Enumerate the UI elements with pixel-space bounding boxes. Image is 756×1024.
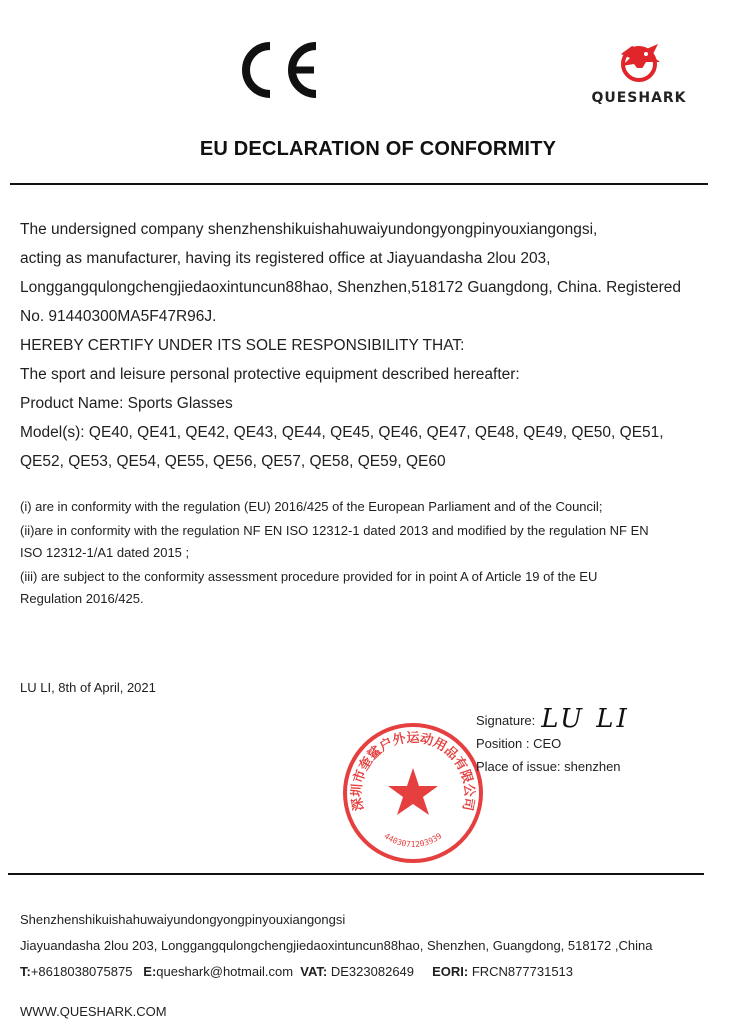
footer-address: Jiayuandasha 2lou 203, Longgangqulongchengjiedaoxintuncun88hao, Shenzhen, Guangdong, 518172 ,China xyxy=(20,938,653,953)
product-name: Product Name: Sports Glasses xyxy=(20,395,233,412)
body-line: The sport and leisure personal protective equipment described hereafter: xyxy=(20,366,520,383)
body-line: The undersigned company shenzhenshikuishahuwaiyundongyongpinyouxiangongsi, xyxy=(20,221,598,238)
star-icon xyxy=(388,768,438,815)
email-label: E: xyxy=(143,964,157,979)
eori-value: FRCN877731513 xyxy=(471,964,574,979)
model-list: QE52, QE53, QE54, QE55, QE56, QE57, QE58, QE59, QE60 xyxy=(20,453,446,470)
header-divider xyxy=(10,183,708,185)
signature-block xyxy=(476,704,630,778)
conformity-terms xyxy=(20,496,720,612)
vat-value: DE323082649 xyxy=(330,964,415,979)
place-date: LU LI, 8th of April, 2021 xyxy=(20,680,156,695)
term-line: (ii)are in conformity with the regulation NF EN ISO 12312-1 dated 2013 and modified by the regulation NF EN xyxy=(20,523,649,538)
place-of-issue: Place of issue: shenzhen xyxy=(476,759,621,774)
svg-text:4403071203939 xyxy=(382,831,443,849)
stamp-ring-text: 深圳市奎鲨户外运动用品有限公司 xyxy=(349,730,477,812)
term-item xyxy=(20,520,720,564)
declaration-body xyxy=(20,215,720,476)
term-line: (iii) are subject to the conformity assessment procedure provided for in point A of Article 19 of the EU xyxy=(20,569,598,584)
body-line: acting as manufacturer, having its registered office at Jiayuandasha 2lou 203, xyxy=(20,250,551,267)
term-line: ISO 12312-1/A1 dated 2015 ; xyxy=(20,545,190,560)
signature-name: LU LI xyxy=(541,704,630,734)
footer-divider xyxy=(8,873,704,875)
company-stamp xyxy=(338,718,488,868)
company-logo xyxy=(574,42,704,114)
body-line: No. 91440300MA5F47R96J. xyxy=(20,308,217,325)
vat-label: VAT: xyxy=(300,964,328,979)
signature-row xyxy=(476,704,630,734)
term-line: Regulation 2016/425. xyxy=(20,591,144,606)
signature-label: Signature: xyxy=(476,713,536,728)
body-line: Longgangqulongchengjiedaoxintuncun88hao, Shenzhen,518172 Guangdong, China. Registered xyxy=(20,279,682,296)
email-value: queshark@hotmail.com xyxy=(156,964,294,979)
term-item: (i) are in conformity with the regulation (EU) 2016/425 of the European Parliament and of the Council; xyxy=(20,499,603,514)
ce-mark-icon xyxy=(236,40,322,100)
document-title: EU DECLARATION OF CONFORMITY xyxy=(199,138,557,160)
position: Position : CEO xyxy=(476,736,562,751)
tel-label: T: xyxy=(20,964,31,979)
tel-value: +8618038075875 xyxy=(30,964,133,979)
model-list: Model(s): QE40, QE41, QE42, QE43, QE44, QE45, QE46, QE47, QE48, QE49, QE50, QE51, xyxy=(20,424,664,441)
footer-company: Shenzhenshikuishahuwaiyundongyongpinyouxiangongsi xyxy=(20,912,346,927)
footer-contacts xyxy=(20,959,652,985)
eori-label: EORI: xyxy=(432,964,469,979)
term-item xyxy=(20,566,720,610)
shark-logo-icon xyxy=(574,42,704,90)
body-line: HEREBY CERTIFY UNDER ITS SOLE RESPONSIBILITY THAT: xyxy=(20,337,465,354)
website-link[interactable]: WWW.QUESHARK.COM xyxy=(20,1004,167,1019)
logo-text: QUESHARK xyxy=(591,90,687,106)
footer xyxy=(20,907,652,985)
stamp-number: 4403071203939 xyxy=(382,831,444,850)
